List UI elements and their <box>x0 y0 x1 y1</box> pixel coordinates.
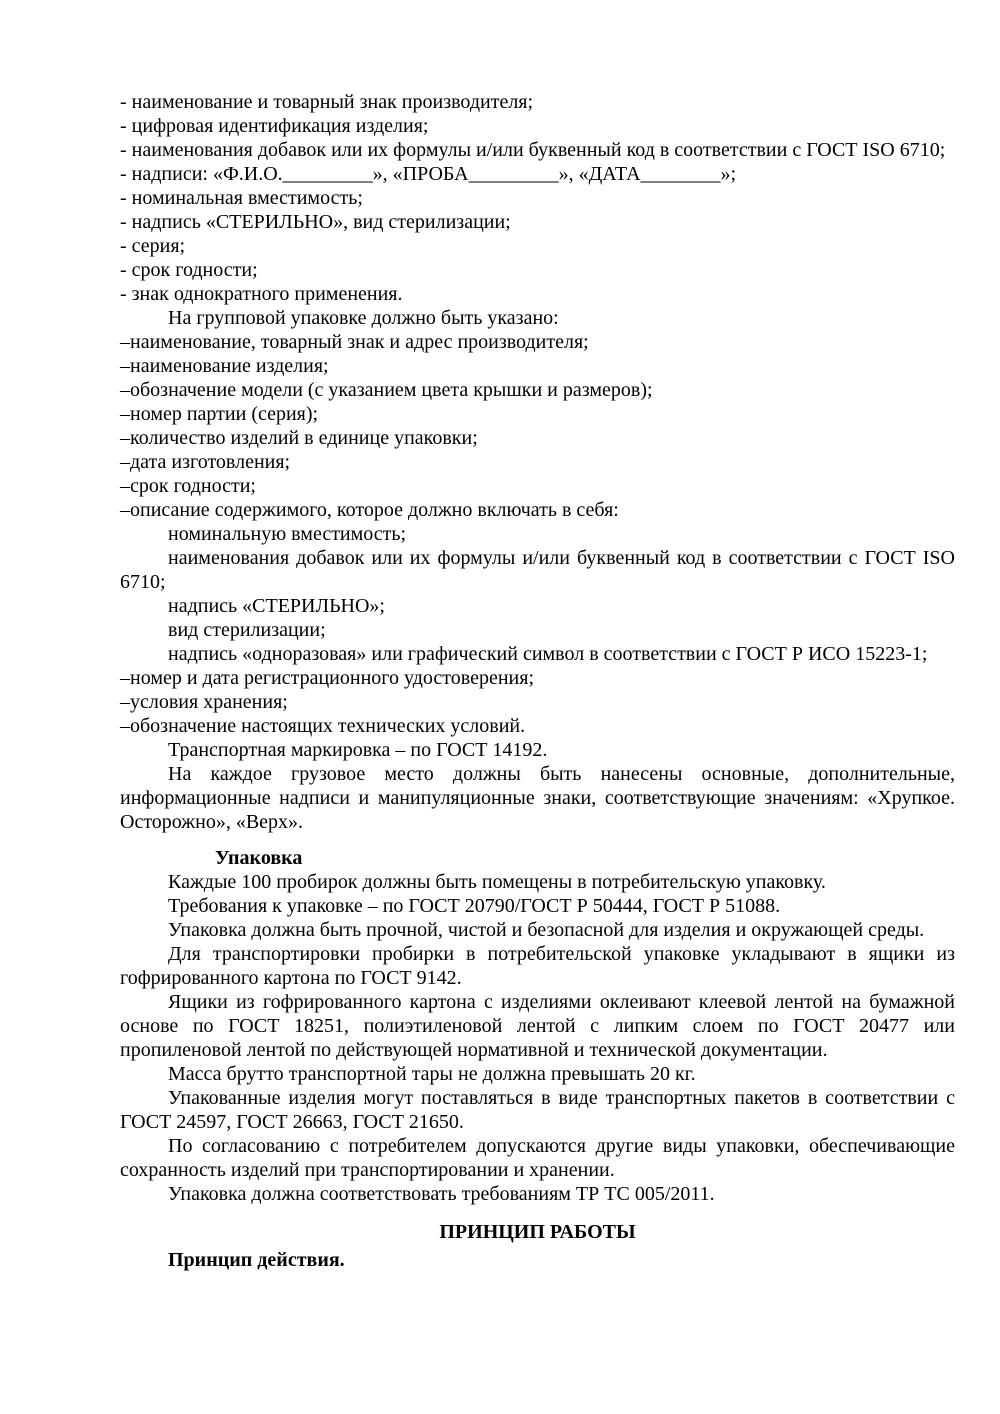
list-item-dash: –номер и дата регистрационного удостоверения; <box>120 667 535 689</box>
list-item-dash: –обозначение настоящих технических условий. <box>120 715 526 737</box>
list-item-dash: –срок годности; <box>120 475 256 497</box>
list-item-dash: –наименование, товарный знак и адрес производителя; <box>120 331 589 353</box>
sub-list-item: наименования добавок или их формулы и/или буквенный код в соответствии с ГОСТ ISO 6710; <box>120 547 955 593</box>
list-item-hyphen: - серия; <box>120 235 186 257</box>
sub-list-item: надпись «СТЕРИЛЬНО»; <box>168 595 385 617</box>
paragraph: На каждое грузовое место должны быть нанесены основные, дополнительные, информационные надписи и манипуляционные знаки, соответствующие значениям: «Хрупкое. Осторожно», «Верх». <box>120 763 955 833</box>
sub-list-item: вид стерилизации; <box>168 619 326 641</box>
list-item-dash: –обозначение модели (с указанием цвета крышки и размеров); <box>120 379 653 401</box>
paragraph: Упаковка должна соответствовать требованиям ТР ТС 005/2011. <box>168 1183 715 1205</box>
paragraph: Каждые 100 пробирок должны быть помещены в потребительскую упаковку. <box>168 871 826 893</box>
paragraph: Упаковка должна быть прочной, чистой и безопасной для изделия и окружающей среды. <box>168 919 925 941</box>
list-item-dash: –количество изделий в единице упаковки; <box>120 427 478 449</box>
list-item-hyphen: - наименование и товарный знак производителя; <box>120 91 534 113</box>
list-item-hyphen: - надписи: «Ф.И.О._________», «ПРОБА_________», «ДАТА________»; <box>120 163 737 185</box>
list-item-dash: –номер партии (серия); <box>120 403 319 425</box>
paragraph: По согласованию с потребителем допускаются другие виды упаковки, обеспечивающие сохранность изделий при транспортировании и хранении. <box>120 1135 955 1181</box>
list-item-hyphen: - срок годности; <box>120 259 258 281</box>
section-heading-upakovka: Упаковка <box>215 847 303 869</box>
list-item-dash: –описание содержимого, которое должно включать в себя: <box>120 499 619 521</box>
paragraph: Требования к упаковке – по ГОСТ 20790/ГОСТ Р 50444, ГОСТ Р 51088. <box>168 895 781 917</box>
list-item-hyphen: - наименования добавок или их формулы и/или буквенный код в соответствии с ГОСТ ISO 6710; <box>120 139 946 161</box>
list-item-hyphen: - номинальная вместимость; <box>120 187 363 209</box>
list-item-hyphen: - знак однократного применения. <box>120 283 403 305</box>
list-item-dash: –дата изготовления; <box>120 451 291 473</box>
list-item-hyphen: - цифровая идентификация изделия; <box>120 115 429 137</box>
list-item-dash: –наименование изделия; <box>120 355 329 377</box>
document-body <box>120 90 955 1272</box>
sub-list-item: надпись «одноразовая» или графический символ в соответствии с ГОСТ Р ИСО 15223-1; <box>168 643 928 665</box>
paragraph-princip-dejstvija: Принцип действия. <box>168 1249 345 1271</box>
paragraph: Масса брутто транспортной тары не должна превышать 20 кг. <box>168 1063 696 1085</box>
paragraph: Упакованные изделия могут поставляться в виде транспортных пакетов в соответствии с ГОСТ 24597, ГОСТ 26663, ГОСТ 21650. <box>120 1087 955 1133</box>
paragraph: Ящики из гофрированного картона с изделиями оклеивают клеевой лентой на бумажной основе по ГОСТ 18251, полиэтиленовой лентой с липким слоем по ГОСТ 20477 или пропиленовой лентой по действующей нормативной и технической документации. <box>120 991 955 1061</box>
paragraph: На групповой упаковке должно быть указано: <box>168 307 559 329</box>
paragraph: Для транспортировки пробирки в потребительской упаковке укладывают в ящики из гофрированного картона по ГОСТ 9142. <box>120 943 955 989</box>
paragraph: Транспортная маркировка – по ГОСТ 14192. <box>168 739 548 761</box>
sub-list-item: номинальную вместимость; <box>168 523 407 545</box>
list-item-hyphen: - надпись «СТЕРИЛЬНО», вид стерилизации; <box>120 211 511 233</box>
section-heading-princip-raboty: ПРИНЦИП РАБОТЫ <box>439 1221 636 1243</box>
list-item-dash: –условия хранения; <box>120 691 288 713</box>
